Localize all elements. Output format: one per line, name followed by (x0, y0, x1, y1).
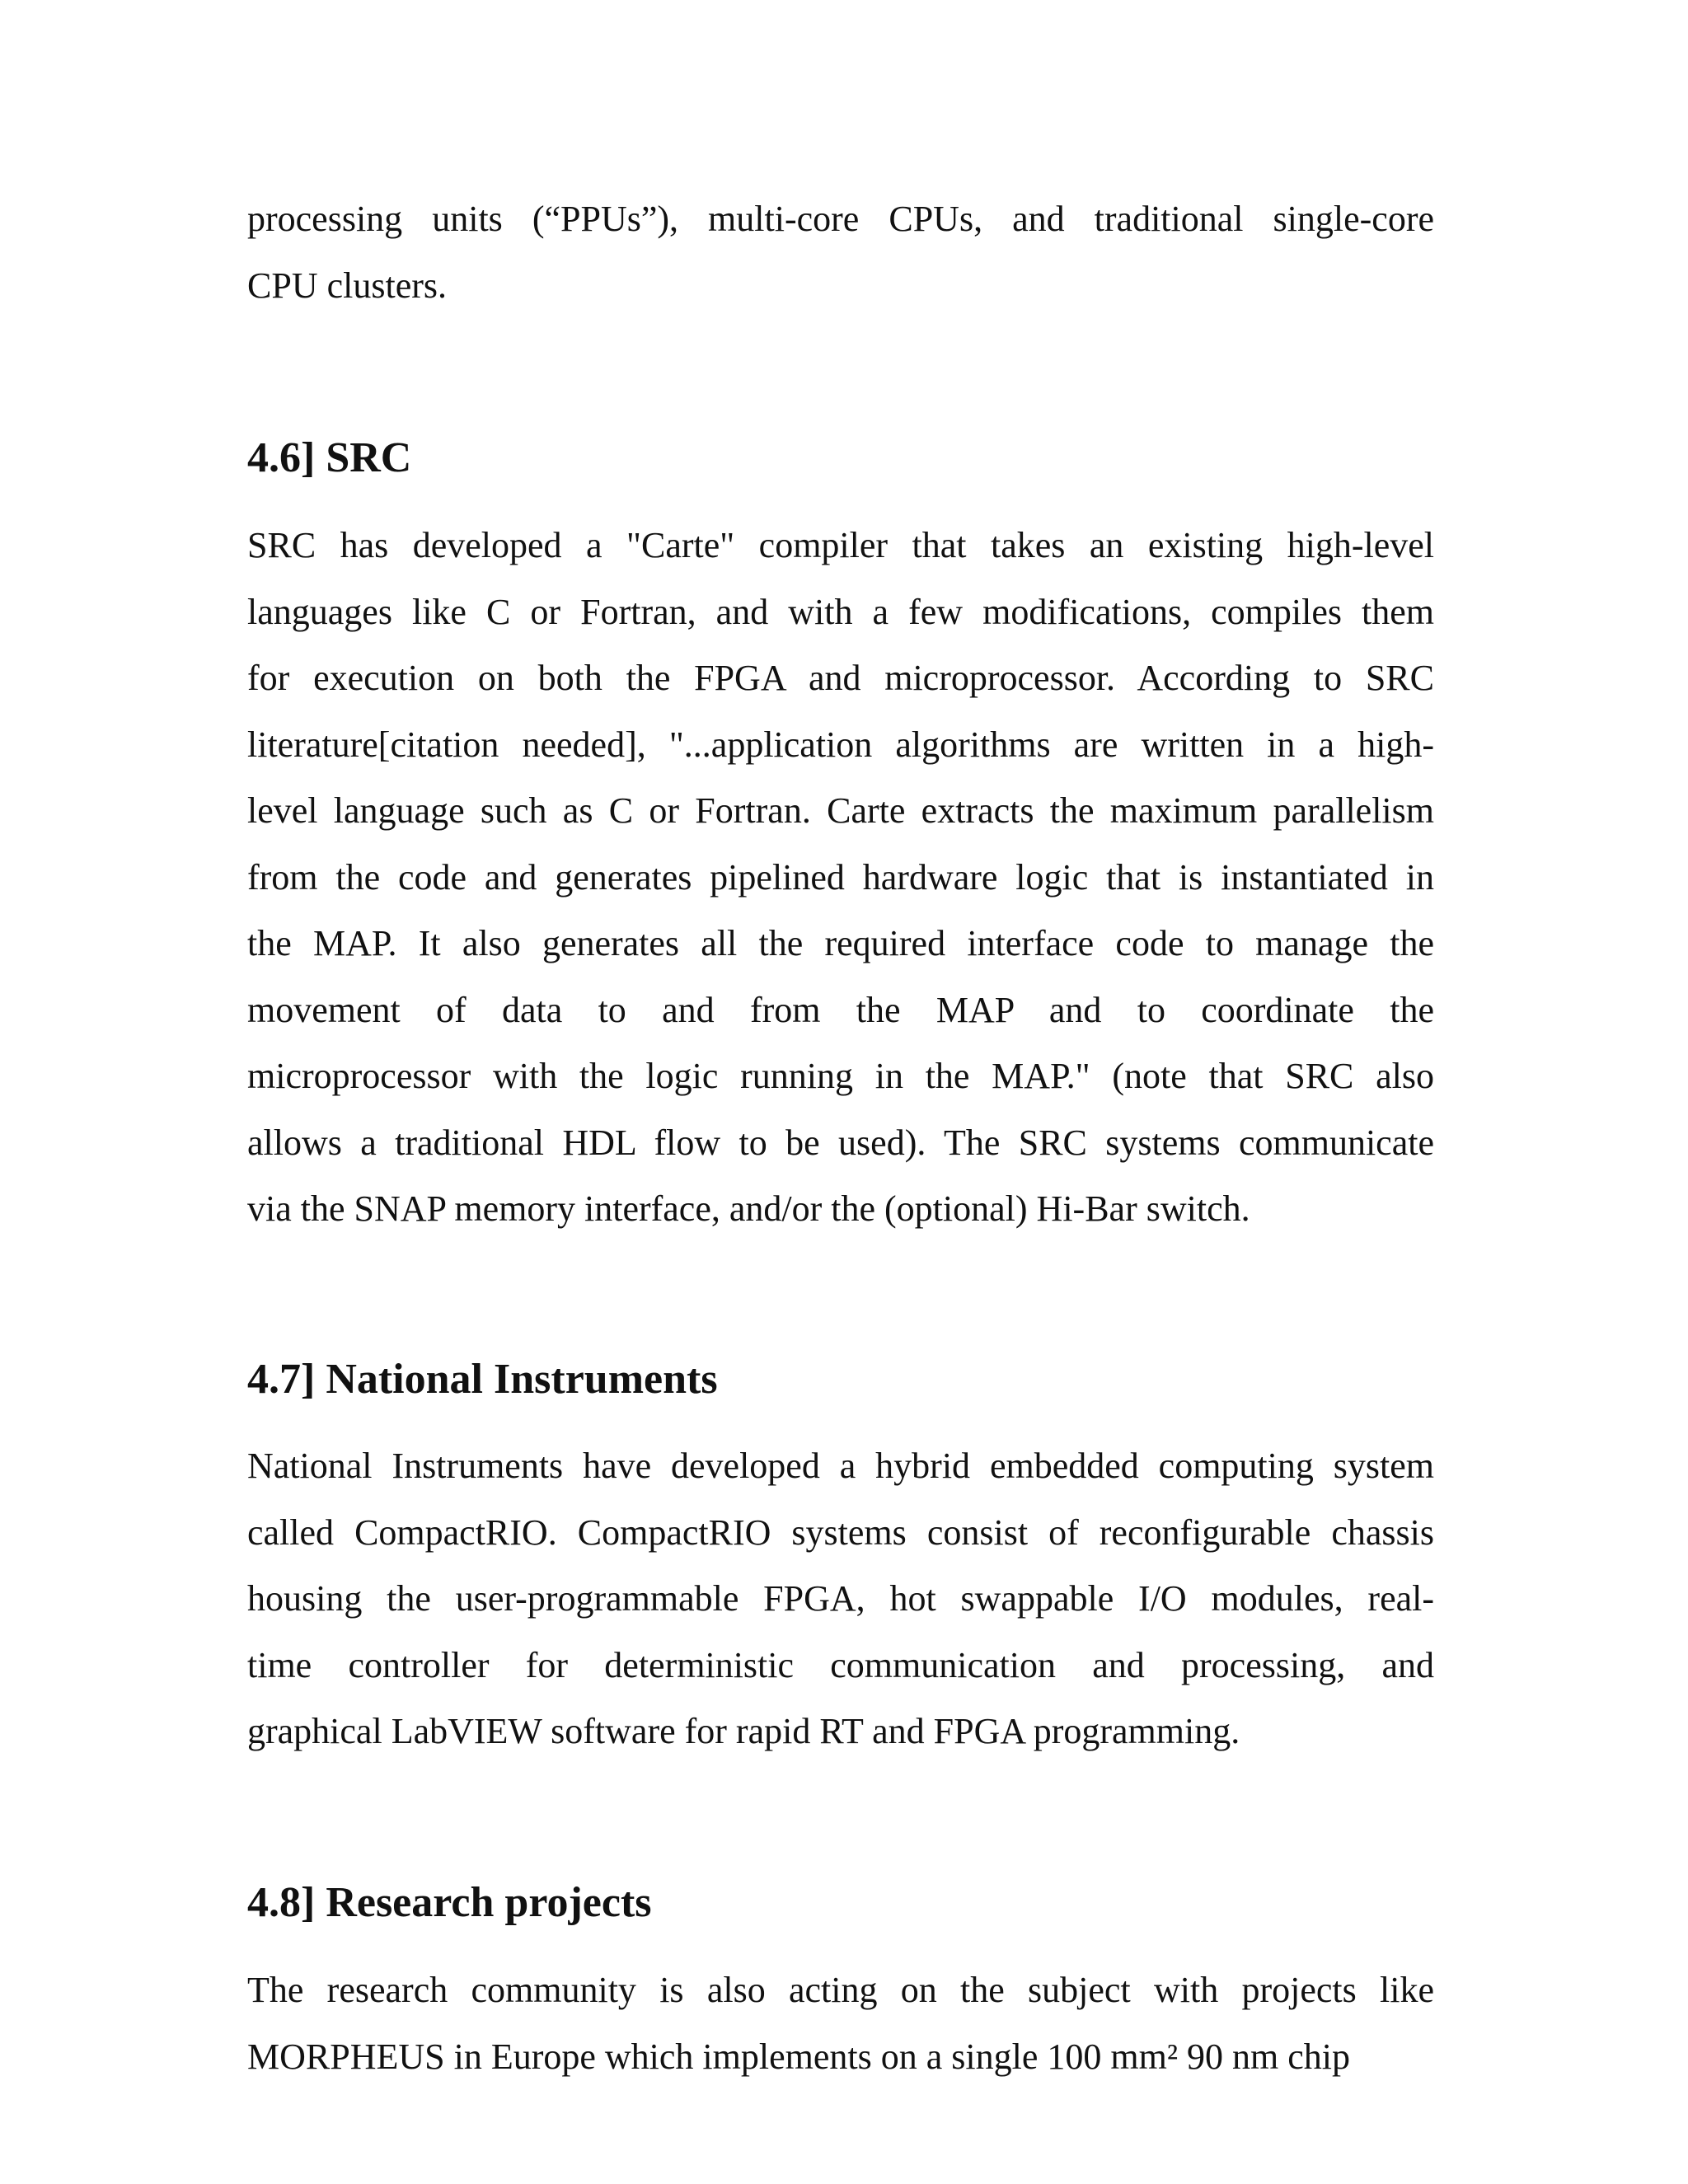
src-line-1: SRC has developed a "Carte" compiler that takes an existing high-level (247, 525, 1434, 565)
src-line-11: via the SNAP memory interface, and/or the (optional) Hi-Bar switch. (247, 1188, 1250, 1229)
section-paragraph-research-projects (247, 1957, 1434, 2090)
src-line-7: the MAP. It also generates all the required interface code to manage the (247, 923, 1434, 963)
section-paragraph-src (247, 513, 1434, 1243)
section-heading-src: 4.6] SRC (247, 434, 412, 481)
ni-line-2: called CompactRIO. CompactRIO systems consist of reconfigurable chassis (247, 1511, 1434, 1553)
src-line-6: from the code and generates pipelined hardware logic that is instantiated in (247, 856, 1434, 898)
section-heading-research-projects: 4.8] Research projects (247, 1879, 652, 1926)
ni-line-4: time controller for deterministic communication and processing, and (247, 1644, 1434, 1685)
research-line-1: The research community is also acting on the subject with projects like (247, 1970, 1434, 2010)
src-line-10: allows a traditional HDL flow to be used). The SRC systems communicate (247, 1122, 1434, 1163)
src-line-3: for execution on both the FPGA and microprocessor. According to SRC (247, 658, 1434, 698)
ni-line-3: housing the user-programmable FPGA, hot swappable I/O modules, real- (247, 1578, 1434, 1619)
ni-line-1: National Instruments have developed a hybrid embedded computing system (247, 1446, 1434, 1486)
ni-line-5: graphical LabVIEW software for rapid RT and FPGA programming. (247, 1711, 1240, 1751)
intro-line-2: CPU clusters. (247, 265, 447, 306)
section-paragraph-national-instruments (247, 1433, 1434, 1765)
src-line-4: literature[citation needed], "...application algorithms are written in a high- (247, 724, 1434, 765)
intro-line-1: processing units (“PPUs”), multi-core CPUs, and traditional single-core (247, 199, 1434, 239)
src-line-8: movement of data to and from the MAP and to coordinate the (247, 989, 1434, 1030)
research-line-2: MORPHEUS in Europe which implements on a single 100 mm² 90 nm chip (247, 2036, 1350, 2077)
src-line-2: languages like C or Fortran, and with a few modifications, compiles them (247, 591, 1434, 632)
src-line-5: level language such as C or Fortran. Carte extracts the maximum parallelism (247, 790, 1434, 831)
section-heading-national-instruments: 4.7] National Instruments (247, 1356, 718, 1403)
src-line-9: microprocessor with the logic running in the MAP." (note that SRC also (247, 1056, 1434, 1096)
intro-paragraph (247, 186, 1434, 319)
